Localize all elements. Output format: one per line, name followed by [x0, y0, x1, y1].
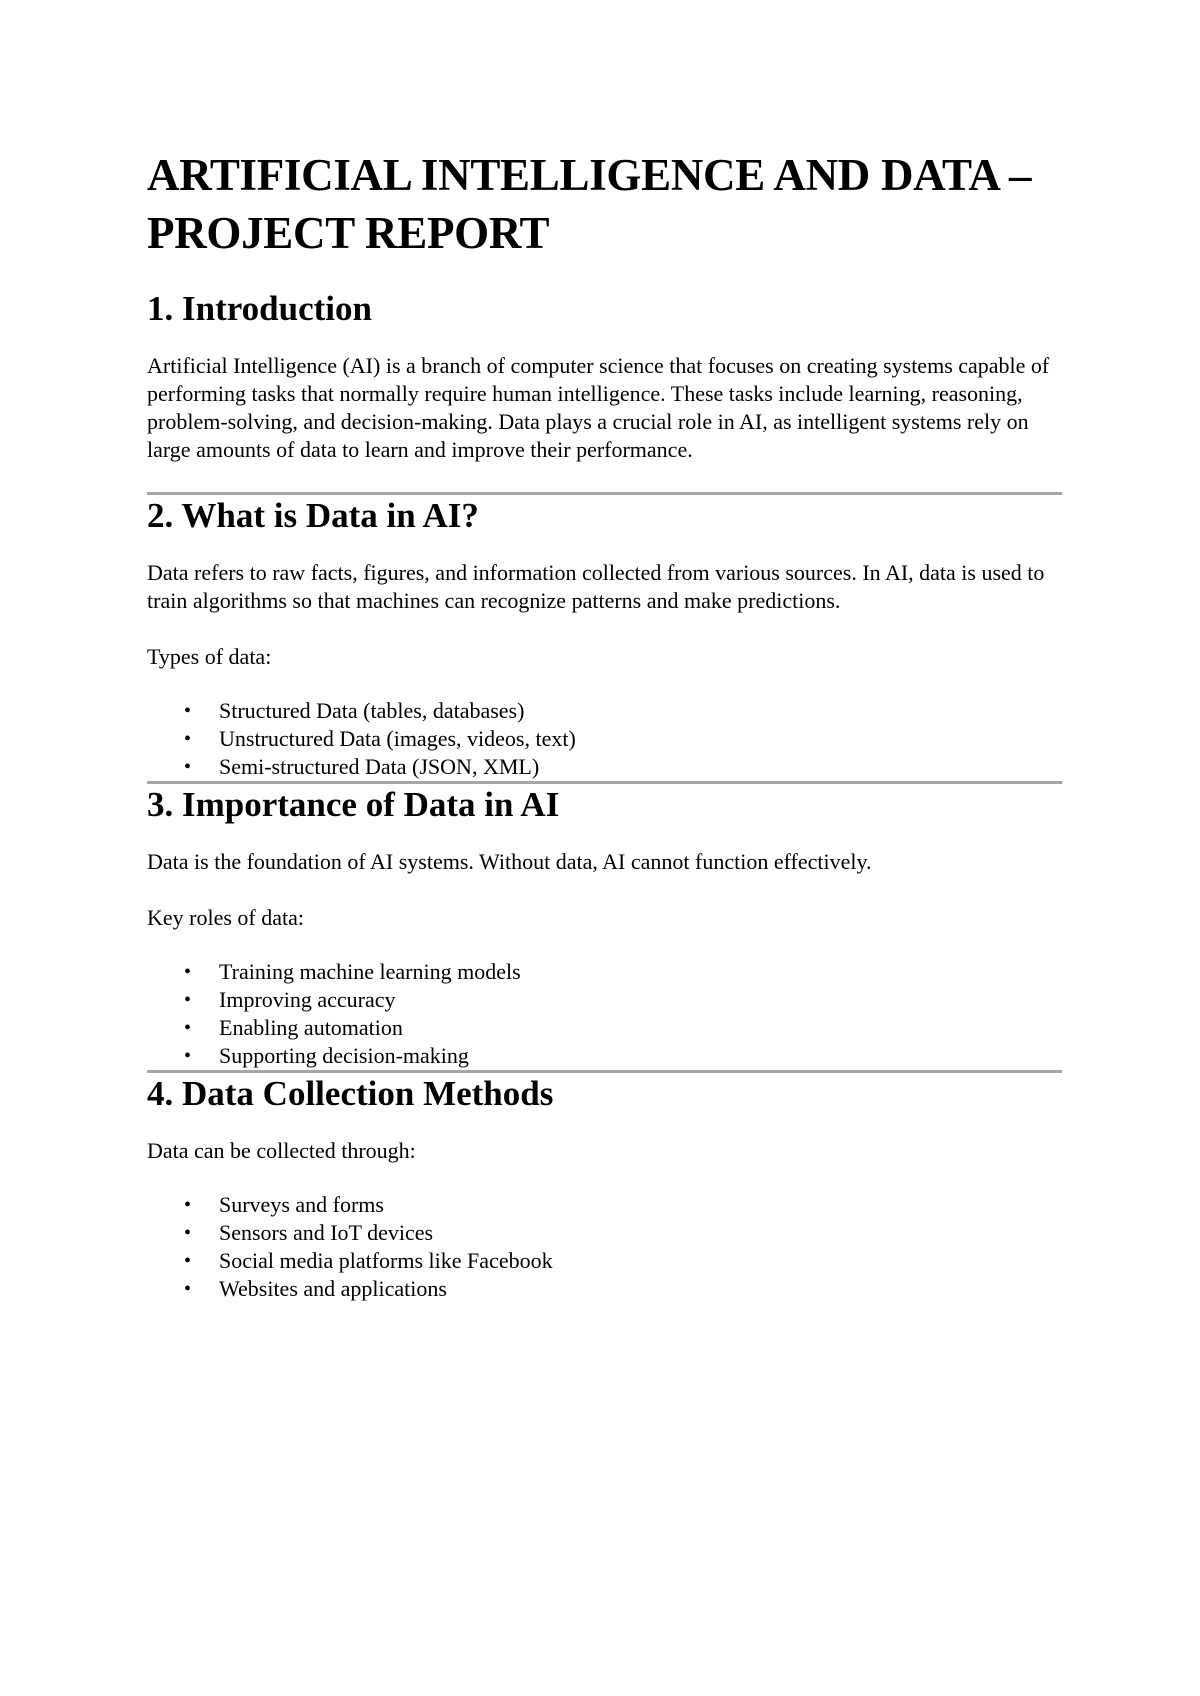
- list-item: [184, 1247, 1062, 1275]
- list-item: [184, 1219, 1062, 1247]
- bullet-icon: •: [184, 1194, 192, 1216]
- bullet-icon: •: [184, 728, 192, 750]
- list-intro: Key roles of data:: [147, 905, 304, 930]
- list-item: [184, 753, 1062, 781]
- bullet-list: [147, 958, 1062, 1070]
- list-item-text: Surveys and forms: [219, 1192, 384, 1217]
- bullet-icon: •: [184, 1017, 192, 1039]
- list-item-text: Social media platforms like Facebook: [219, 1248, 553, 1273]
- list-item: [184, 1191, 1062, 1219]
- list-item: [184, 986, 1062, 1014]
- list-item-text: Structured Data (tables, databases): [219, 698, 525, 723]
- section-heading: 1. Introduction: [147, 289, 372, 328]
- bullet-icon: •: [184, 756, 192, 778]
- list-intro: Types of data:: [147, 644, 272, 669]
- section-paragraph: Data is the foundation of AI systems. Without data, AI cannot function effectively.: [147, 849, 872, 874]
- list-item-text: Sensors and IoT devices: [219, 1220, 434, 1245]
- bullet-icon: •: [184, 700, 192, 722]
- list-item-text: Supporting decision-making: [219, 1043, 469, 1068]
- list-item-text: Semi-structured Data (JSON, XML): [219, 754, 540, 779]
- section-paragraph: Artificial Intelligence (AI) is a branch of computer science that focuses on creating systems capable of performing tasks that normally require human intelligence. These tasks include learning, reasoning, problem-solving, and decision-making. Data plays a crucial role in AI, as intelligent systems rely on large amounts of data to learn and improve their performance.: [147, 353, 1050, 462]
- list-item: [184, 958, 1062, 986]
- list-intro: Data can be collected through:: [147, 1138, 416, 1163]
- section-introduction: [147, 288, 1062, 464]
- bullet-icon: •: [184, 1222, 192, 1244]
- bullet-icon: •: [184, 1278, 192, 1300]
- section-heading: 3. Importance of Data in AI: [147, 785, 560, 824]
- list-item-text: Training machine learning models: [219, 959, 521, 984]
- list-item-text: Unstructured Data (images, videos, text): [219, 726, 576, 751]
- section-data-collection-methods: [147, 1073, 1062, 1303]
- list-item: [184, 725, 1062, 753]
- bullet-list: [147, 1191, 1062, 1303]
- list-item-text: Websites and applications: [219, 1276, 447, 1301]
- list-item: [184, 1042, 1062, 1070]
- section-paragraph: Data refers to raw facts, figures, and information collected from various sources. In AI, data is used to train algorithms so that machines can recognize patterns and make predictions.: [147, 560, 1045, 613]
- list-item-text: Improving accuracy: [219, 987, 396, 1012]
- document-title: ARTIFICIAL INTELLIGENCE AND DATA – PROJECT REPORT: [147, 150, 1032, 258]
- bullet-icon: •: [184, 1045, 192, 1067]
- list-item-text: Enabling automation: [219, 1015, 403, 1040]
- bullet-list: [147, 697, 1062, 781]
- document-page: [147, 146, 1062, 1303]
- section-heading: 2. What is Data in AI?: [147, 496, 479, 535]
- section-importance-of-data: [147, 784, 1062, 1070]
- section-what-is-data: [147, 495, 1062, 781]
- bullet-icon: •: [184, 989, 192, 1011]
- bullet-icon: •: [184, 1250, 192, 1272]
- bullet-icon: •: [184, 961, 192, 983]
- list-item: [184, 697, 1062, 725]
- list-item: [184, 1275, 1062, 1303]
- section-heading: 4. Data Collection Methods: [147, 1074, 554, 1113]
- list-item: [184, 1014, 1062, 1042]
